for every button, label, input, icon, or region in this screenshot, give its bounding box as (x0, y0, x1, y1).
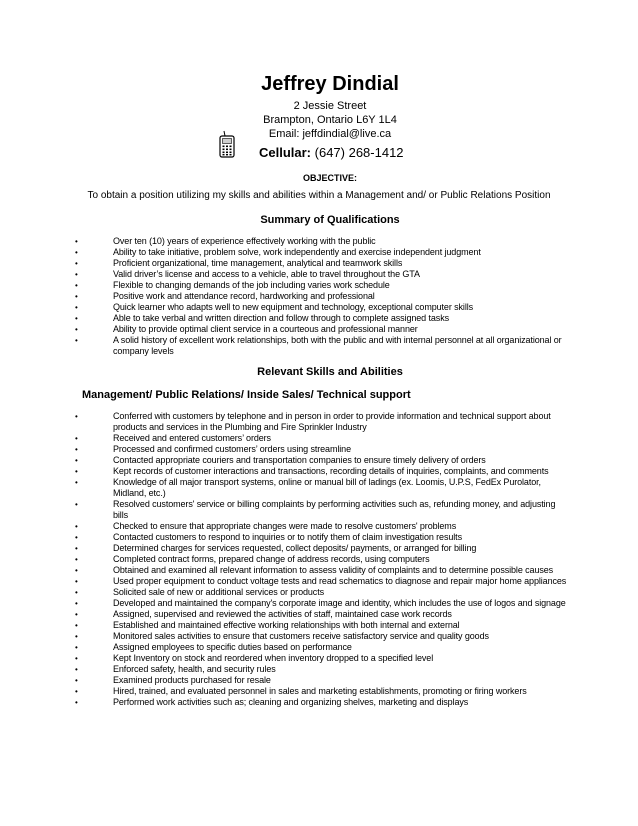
list-item: • Checked to ensure that appropriate changes were made to resolve customers' problems (82, 521, 570, 532)
list-item: • Obtained and examined all relevant information to assess validity of complaints and to determine possible causes (82, 565, 570, 576)
contact-block (160, 99, 500, 141)
address-line-2: Brampton, Ontario L6Y 1L4 (263, 114, 397, 126)
mobile-phone-icon (218, 130, 236, 158)
list-item: • Over ten (10) years of experience effectively working with the public (82, 236, 570, 247)
list-item: • Received and entered customers’ orders (82, 433, 570, 444)
address-line-1: 2 Jessie Street (293, 100, 367, 112)
list-item: • Positive work and attendance record, hardworking and professional (82, 291, 570, 302)
list-item: • Assigned, supervised and reviewed the activities of staff, maintained case work records (82, 609, 570, 620)
list-item: • Contacted appropriate couriers and transportation companies to ensure timely delivery of orders (82, 455, 570, 466)
list-item: • Assigned employees to specific duties based on performance (82, 642, 570, 653)
summary-heading: Summary of Qualifications (260, 214, 400, 226)
list-item: • Processed and confirmed customers’ orders using streamline (82, 444, 570, 455)
skills-heading: Relevant Skills and Abilities (257, 366, 403, 378)
list-item: • Performed work activities such as; cleaning and organizing shelves, marketing and displays (82, 697, 570, 708)
list-item: • Established and maintained effective working relationships with both internal and external (82, 620, 570, 631)
cellular-line (259, 145, 404, 161)
list-item: • Used proper equipment to conduct voltage tests and read schematics to diagnose and repair major home appliances (82, 576, 570, 587)
list-item: • Completed contract forms, prepared change of address records, using computers (82, 554, 570, 565)
list-item: • Kept Inventory on stock and reordered when inventory dropped to a specified level (82, 653, 570, 664)
list-item: • Monitored sales activities to ensure that customers receive satisfactory service and quality goods (82, 631, 570, 642)
list-item: • Valid driver’s license and access to a vehicle, able to travel throughout the GTA (82, 269, 570, 280)
list-item: • Knowledge of all major transport systems, online or manual bill of ladings (ex. Loomis, U.P.S, FedEx Purolator, Midland, etc.) (82, 477, 570, 499)
list-item: • Kept records of customer interactions and transactions, recording details of inquiries, complaints, and comments (82, 466, 570, 477)
cellular-label: Cellular: (259, 145, 312, 160)
list-item: • Able to take verbal and written direction and follow through to complete assigned tasks (82, 313, 570, 324)
list-item: • Developed and maintained the company's corporate image and identity, which includes the use of logos and signage (82, 598, 570, 609)
list-item: • Hired, trained, and evaluated personnel in sales and marketing establishments, promoting or firing workers (82, 686, 570, 697)
skills-list (82, 411, 570, 708)
email-line: Email: jeffdindial@live.ca (268, 128, 392, 140)
cellular-number: (647) 268-1412 (314, 145, 404, 160)
list-item: • Determined charges for services requested, collect deposits/ payments, or arranged for billing (82, 543, 570, 554)
list-item: • Contacted customers to respond to inquiries or to notify them of claim investigation results (82, 532, 570, 543)
objective-text: To obtain a position utilizing my skills and abilities within a Management and/ or Public Relations Position (87, 190, 551, 201)
list-item: • Proficient organizational, time management, analytical and teamwork skills (82, 258, 570, 269)
list-item: • Ability to provide optimal client service in a courteous and professional manner (82, 324, 570, 335)
candidate-name: Jeffrey Dindial (261, 73, 399, 95)
objective-heading: OBJECTIVE: (302, 173, 357, 183)
list-item: • Quick learner who adapts well to new equipment and technology, exceptional computer skills (82, 302, 570, 313)
summary-list (82, 236, 570, 357)
list-item: • Ability to take initiative, problem solve, work independently and exercise independent judgment (82, 247, 570, 258)
list-item: • Conferred with customers by telephone and in person in order to provide information and technical support about products and services in the Plumbing and Fire Sprinkler Industry (82, 411, 570, 433)
list-item: • A solid history of excellent work relationships, both with the public and with internal personnel at all organizational or company levels (82, 335, 570, 357)
list-item: • Enforced safety, health, and security rules (82, 664, 570, 675)
list-item: • Resolved customers' service or billing complaints by performing activities such as, refunding money, and adjusting bills (82, 499, 570, 521)
list-item: • Flexible to changing demands of the job including varies work schedule (82, 280, 570, 291)
skills-subheading: Management/ Public Relations/ Inside Sales/ Technical support (82, 389, 411, 401)
list-item: • Solicited sale of new or additional services or products (82, 587, 570, 598)
list-item: • Examined products purchased for resale (82, 675, 570, 686)
